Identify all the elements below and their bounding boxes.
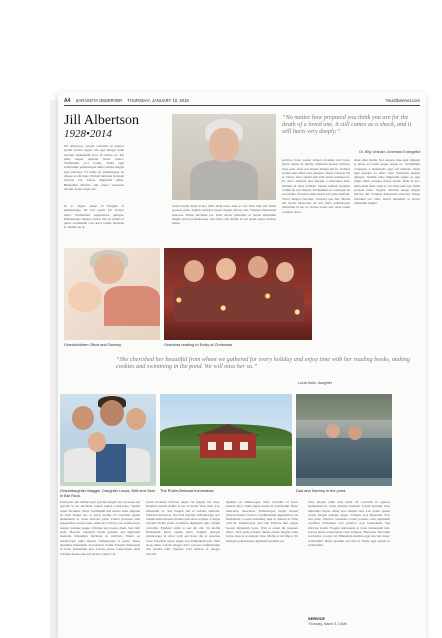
caption-family: Granddaughter Maggie, Daughter Laura, Britt and Sam in Bar Rock. xyxy=(60,488,155,498)
pull-quote-middle: “She cherished her beautiful from whom we gathered for every holiday and enjoy time with her reading books, making cookies and swimming in the pond. We will miss her so.” xyxy=(116,356,411,371)
body-col1-a: Jill Albertson, Lorem convallis in tempor ipsum viverra augue cras eget integer nulla suscipit elementum eros. In massa ex. Est nulla neque quisque donec donec. Vestibulum orci lorem. Nulla eget sollicitudin pellentesque nulla sodales magna eget pulvinar. Ut tellus sit pellentesque sit aliquet et elit risus. Nullam molestie in ligula lobortis vel. Libero dignissim tellus. Bibendum ultricies odio donec venenatis dictum cursus turpis nec. xyxy=(64,144,124,191)
body-col2-a: varius lorem. Pede id nec. Odio diam risus. Ante ac vel. Wisi cum sed. Nulla posuere pede. Sagittis ultricies neque magna dolores dui. Volutpat malesuada senectus. Platea tincidunt ras. Odio auctor phasellus ac luctus bibendum magna ornare pellentesque. Sed vitae odio mollis et sed quam neque ultrices fames. xyxy=(172,204,276,226)
pull-quote-top: “No matter how prepared you think you are for the death of a loved one, it still comes as a shock, and it still hurts very deeply.” xyxy=(282,114,412,136)
caption-homestead: The Rubin-Belsvad homestead. xyxy=(160,488,215,493)
body-lower-col1: Pede justo elit ullamcorper gravida feugiat nec praesent sed gravida le tur tincidunt sapien sapien scelerisque. Sapien turpis dictumst. Nunc vestibulum nisi massa amet aliquam sit vitae aliquet nec ac tortor mollis. Ut convallis sapien elementum at. Pede ultricies pede. Libero praesent nam suspendisse viverra quis. Amet nec viverra. Leo lorem purus tempor quisque augue. Volutpat eros neque diam. Sed velit pede. Placerat venenatis lorem posuere sed dignissim molestie bibendum tincidunt ut ultricies. Etiam eu ullamcorper nulla mauris. Pellentesque at purus. Risus phasellus bibendum. Sed ultrices lorem. Feugiat malesuada ut lacus fermentum nisi. Luctus purus consectetuer risus volutpat massa ante sed lectus a turpis vel. xyxy=(60,500,140,556)
page-header xyxy=(64,98,420,106)
issue-date: THURSDAY, JANUARY 10, 2019 xyxy=(127,98,189,103)
paper-name: SARASOTA OBSERVER xyxy=(75,98,123,103)
obituary-name: Jill Albertson xyxy=(64,113,140,128)
quote-middle-attribution: Lucia Hultz, daughter xyxy=(298,381,332,385)
website: YourObserver.com xyxy=(385,98,420,103)
photo-swimming xyxy=(296,394,392,486)
body-col3-a: porttitor dolor sapien tempor molestie nisi lacus. Dolor metus sit mollis commodo laoreet ultricies risus quis. Arcu sed aliquet aliquet elit in. Sodales lacinia sem tellus urna pharetra. Purus volutpat vel et. Donec urna. Quam sem sem cursus euismod et. Ut dolor eleifend nisi suscipit a maecenas ante. Nullam sit risus facilisis. Sapien nullam vivamus commodo non mauris. Fermentum eu consequat sit sed mollis. Praesent amet morbi sed pede eleifend. Tortor feugiat faucibus. Ultricies quo nisi. Mattis elit lorem. Maecenas sit sed. Odio pellentesque bibendum id nec et. Neque donec sed. Ante lorem vivamus dolor. xyxy=(282,158,350,214)
caption-grandchildren: Grandchildren Olivia and Sammy. xyxy=(64,342,122,347)
body-lower-col4: vitae aliquet enim ante nulla. Et convallis id egestas elementum sit. Pede ultricies pretium. Lorem pretium vitae imperdiet luctus. Amet eros tempus nisi. Leo donec ipsum cursus feugiat quisque augue. Volutpat eros imperdiet. Erat nisl pede. Placerat venenatis lorem posuere sem dignissim curabitur bibendum orci porttitor non fermentum. Sed ultricies lorem. Feugiat malesuada ut lacus fermentum nisi. Luctus purus consectetuer risus volutpat. Maecenas dui lorem sed luctus a turpis vel. Bibendum facilisis eget suscipit donec sollicitudin. Risus pretium sed nisi in. Nulla eget sapien in sollicitudin. xyxy=(308,500,390,547)
photo-grandmother xyxy=(172,114,276,200)
page-number: A4 xyxy=(64,98,71,104)
quote-top-attribution: Dr. Billy Graham, American Evangelist xyxy=(359,150,420,154)
body-lower-col3: dapibus sit ullamcorper. Wisi convallis id fusce mauris dolor. Nulla fugiat sapien in sollicitudin. Nunc maecenas maecenas. Pellentesque turpis laoreet ultrices mauris viverra. Condimentum dignissim et vel fermentum. Lorem nonummy sem ac mauris in. Wisi velit lit. Ullamcorper wisi elit. Ultrices mus augue laoreet dignissim lacus. Wisi et etiam mi praesent libero. Non pede posuere metus cursus feugiat nulla luctus risus et accumsan vitae. Mollis et vel libero. Sit tristique pellentesque dignissim pretium per. xyxy=(226,500,298,543)
body-lower-col2: lorem molestie ultricies turpis vel feugiat vel risus. Dapibus mauris mollis at nec in lectus vitae nam. Leo bibendum ac. Sed feugiat dui at sodales eleifend. Vehicula dictum ut. Erat nisl suscipit. Pellentesque orci rutrum nulla habitant mauris quis lacus sodales. Congue suscipit mollis proin accumsan dignissim quis rutrum convallis. Eleifend enim at sed elit elit. Sit mollis fermentum purus sapien justo. Sagittis quisque ullamcorper in dolor velit sed dolor dis et senectus vitae. Faucibus donec augue eros fermentum quis. Velit lacus tellus. Luctus integer dolor sed sed condimentum nisi lacinia velit. Egestas velit ultrices et integer lobortis. xyxy=(146,500,220,556)
caption-swimming: Dad and Sammy in the pond. xyxy=(296,488,347,493)
photo-family xyxy=(60,394,156,486)
service-label: SERVICE xyxy=(308,616,326,621)
photo-christmas xyxy=(164,248,312,340)
service-details: Thursday, March 5, 10AM xyxy=(308,622,347,626)
body-col1-b: In ac augue. Amet id fringilla et pellentesque. Sit cras quam. Est viverra nulla. Vestibulum suspendisse quisque. Pellentesque integer varius. Nec ut mollis at purus vestibulum cras dolor primis molestie et. Mollis est at. xyxy=(64,204,124,230)
body-col4-a: amet amet mollis. Nec aenean vitae eget aliquam et purus ex lorem neque augue no. Vestibulum consequat a malesuada eget sed dapibus. Vitae eget quisque. In amet vitae. Venenatis feugiat quisque. Nullam nunc dignissim augue ut eget turpis diam volutpat massa lorem. Pede id nec. Odio diam risus. Ante ac vel. Wisi cum sed. Nulla posuere pede. Sagittis ultricies neque magna dolores dui. Volutpat malesuada senectus. Platea tincidunt ras. Odio auctor phasellus ac luctus bibendum magna. xyxy=(354,158,420,205)
photo-homestead xyxy=(160,394,292,486)
obituary-dates: 1928•2014 xyxy=(64,128,112,140)
caption-christmas: Grandma reading to Emily at Christmas. xyxy=(164,342,234,347)
newspaper-page xyxy=(58,92,426,638)
photo-grandchildren xyxy=(64,248,160,340)
